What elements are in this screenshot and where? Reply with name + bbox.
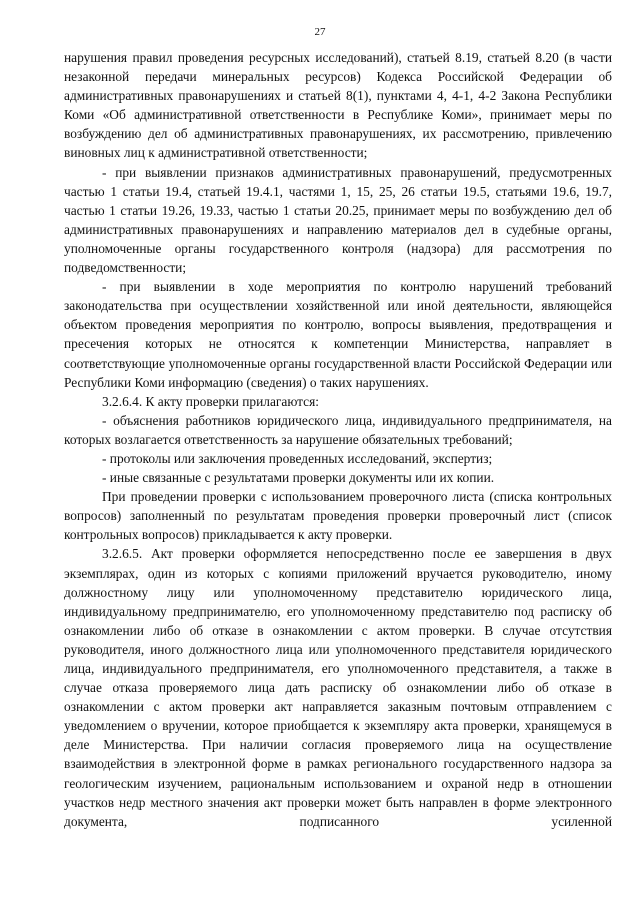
- paragraph-list-item: - при выявлении в ходе мероприятия по контролю нарушений требований законодательства при осуществлении хозяйственной или иной деятельности, являющейся объектом проведения мероприятия по контролю, вопросы выявления, предотвращения и пресечения которых не относятся к компетенции Министерства, направляет в соответствующие уполномоченные органы государственной власти Российской Федерации или Республики Коми информацию (сведения) о таких нарушениях.: [64, 279, 612, 390]
- paragraph-section-heading: 3.2.6.4. К акту проверки прилагаются:: [102, 393, 320, 409]
- paragraph-list-item: - при выявлении признаков административных правонарушений, предусмотренных частью 1 статьи 19.4, статьей 19.4.1, частями 1, 15, 25, 26 статьи 19.5, статьями 19.6, 19.7, частью 1 статьи 19.26, 19.33, частью 1 статьи 20.25, принимает меры по возбуждению дел об административных правонарушениях и направлению материалов дел в судебные органы, уполномоченные органы государственного контроля (надзора) для рассмотрения по подведомственности;: [64, 164, 612, 276]
- paragraph: При проведении проверки с использованием проверочного листа (списка контрольных вопросов) заполненный по результатам проведения проверки проверочный лист (список контрольных вопросов) прикладывается к акту проверки.: [64, 489, 612, 543]
- paragraph-section: 3.2.6.5. Акт проверки оформляется непосредственно после ее завершения в двух экземплярах, один из которых с копиями приложений вручается руководителю, иному должностному лицу или уполномоченному представителю юридического лица, индивидуальному предпринимателю, его уполномоченному представителю под расписку об ознакомлении либо об отказе в ознакомлении с актом проверки. В случае отсутствия руководителя, иного должностного лица или уполномоченного представителя юридического лица, индивидуального предпринимателя, его уполномоченного представителя, а также в случае отказа проверяемого лица дать расписку об ознакомлении либо об отказе в ознакомлении с актом проверки акт направляется заказным почтовым отправлением с уведомлением о вручении, которое приобщается к экземпляру акта проверки, хранящемуся в деле Министерства. При наличии согласия проверяемого лица на осуществление взаимодействия в электронной форме в рамках регионального государственного надзора за геологическим изучением, рациональным использованием и охраной недр в отношении участков недр местного значения акт проверки может быть направлен в форме электронного документа, подписанного усиленной: [64, 546, 612, 829]
- page-number: 27: [314, 26, 326, 38]
- paragraph-list-item: - объяснения работников юридического лица, индивидуального предпринимателя, на которых возлагается ответственность за нарушение обязательных требований;: [64, 412, 612, 447]
- document-body: [64, 48, 612, 831]
- paragraph-continuation: нарушения правил проведения ресурсных исследований), статьей 8.19, статьей 8.20 (в части незаконной передачи минеральных ресурсов) Кодекса Российской Федерации об административных правонарушениях и статьей 8(1), пунктами 4, 4-1, 4-2 Закона Республики Коми «Об административной ответственности в Республике Коми», принимает меры по возбуждению дел об административных правонарушениях, их рассмотрению, привлечению виновных лиц к административной ответственности;: [64, 50, 612, 161]
- paragraph-list-item: - иные связанные с результатами проверки документы или их копии.: [102, 470, 495, 486]
- paragraph-list-item: - протоколы или заключения проведенных исследований, экспертиз;: [102, 450, 493, 466]
